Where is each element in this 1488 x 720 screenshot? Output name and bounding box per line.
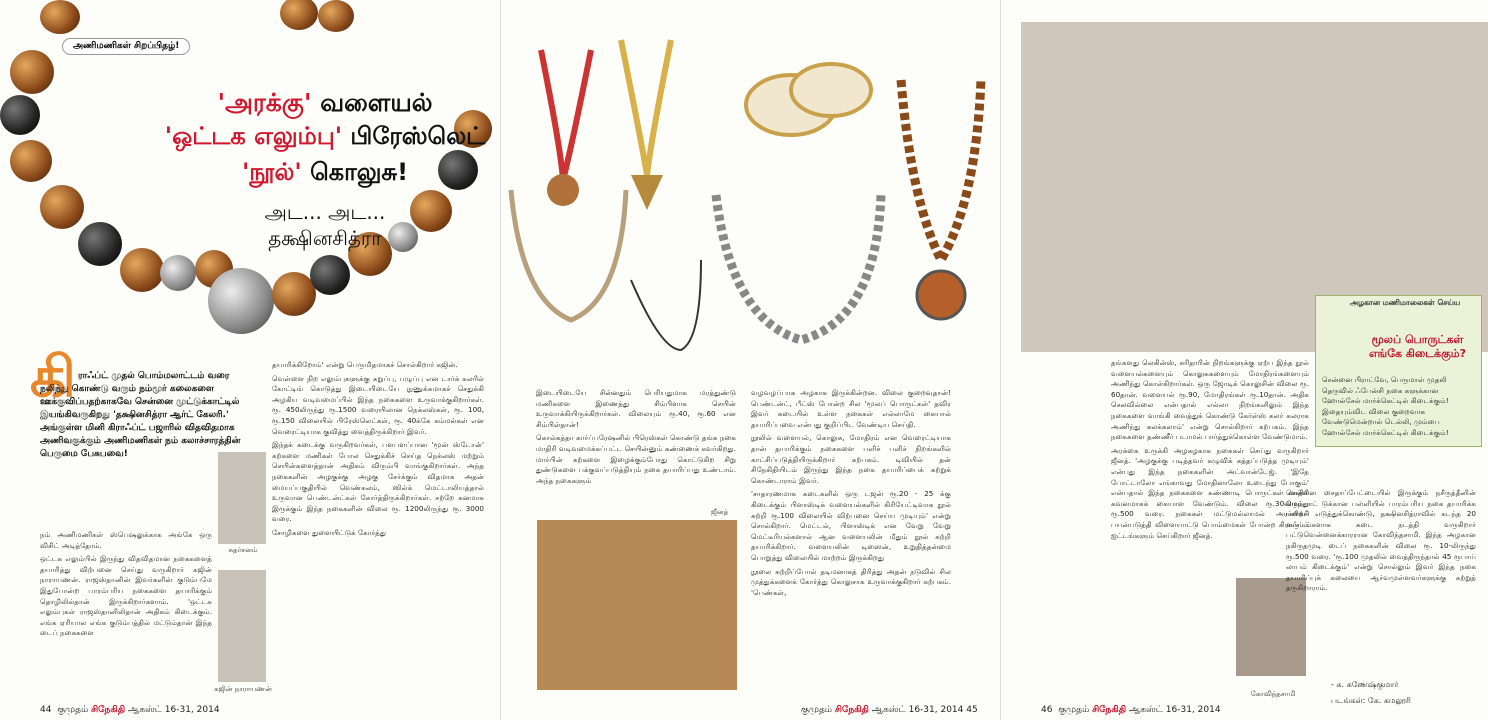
- col2-para4: சோழிகளை துளையிட்டுக் கோர்த்து: [272, 527, 387, 537]
- col1-para1: இடையிடையே சின்னதும் பெரியதுமாக மரத்துண்டு மணிகளை இணைத்து சிம்பிளாக செயின் உருவாக்கியிருக்கிறார்கள். விலையும் ரூ.40, ரூ.60 என சிம்பிள்தான்!: [536, 388, 736, 429]
- sidebar-box-body: சென்னை பிராட்வே, பெருமாள் முதலி தெருவில் ஃபேன்சி நகை களுக்கான ஹோல்சேல் மார்க்கெட்டில் கிடைக்கும்! இதையும்விட விலை குறைவாக வேண்டுமென்றால் டெல்லி, மும்பை ஹோல்சேல் மார்க்கெட்டில் கிடைக்கும்!: [1322, 375, 1449, 437]
- page-44: [0, 0, 500, 720]
- col2-para1: வழவழப்பாக அழகாக இருக்கின்றன. விலை குறைவுதான்! பெண்டன்ட், பீட்ஸ் போன்ற சில 'மூலப் பொருட்கள்' தவிர இவர் கடையில் உள்ள நகைகள் எல்லாமே கையால் தயாரிப்பவை என்பது குறிப்பிட வேண்டிய செய்தி.: [751, 388, 951, 429]
- jewellery-photos: [501, 0, 1001, 380]
- headline-sub2: தக்ஷினசித்ரா: [268, 226, 382, 250]
- section-tag: அணிமணிகள் சிறப்பிதழ்!: [62, 38, 190, 55]
- drop-cap: கி: [30, 345, 76, 410]
- headline-line2: 'ஒட்டக எலும்பு' பிரேஸ்லெட்: [164, 122, 486, 150]
- portrait-photo-1: [218, 452, 266, 544]
- photo-caption: ஜீனத்: [711, 508, 729, 516]
- column-2: [1286, 488, 1476, 597]
- col2-para4: நூலை சுற்றிப்போல் தடிமனாகத் திரித்து அதன் நடுவில் சில முத்துக்களைக் கோர்த்து கொலுசாக உருவாக்குகிறார் கற்பகம். 'பெண்கள்,: [751, 566, 951, 597]
- sidebar-box-kicker: அழகான மணிமாலைகள் செய்ய: [1349, 298, 1461, 307]
- col2-para2: வெள்ளை நிற எலும்புகளுக்கு கறுப்பு, பழுப்பு என டார்க் கலரில் கோட்டிங் கொடுத்து இடையிடையே நுணுக்கமாகச் செதுக்கி அழகிய வடிவமைப்பில் இந்த நகைகளை உருவாக்குகிறார்கள். ரூ. 450லிருந்து ரூ.1500 வரையிலான நெக்லஸ்கள், ரூ. 100, ரூ.150 விலையில் பிரேஸ்லெட்கள், ரூ. 40க்கே கம்மல்கள் என வெரைட்டியாக குவித்து வைத்திருக்கிறார் இவர்.: [272, 373, 484, 436]
- artisan-photo: [537, 520, 737, 690]
- page-45: [500, 0, 1001, 720]
- portrait-photo-2: [218, 570, 266, 682]
- col1-para1: நம் அணிமணிகள் ஸ்பெஷலுக்காக அங்கே ஒரு விசிட் அடித்தோம்.: [40, 530, 212, 550]
- col2-para1: சென்னை சைதாப்பேட்டையில் இருக்கும் நசீருத்தீனின் மெம்பாட் டுக்கான பள்ளியில் பாரம்பரிய நகை தயாரிக்க பயிற்சி எடுத்துக்கொண்டு, தக்ஷினசித்ராவில் கடந்த 20 வருடங்களாக கடை நடத்தி வருகிறார் பட்டுவென்னைக்காரரான கோவிந்தசாமி. இந்த அழகான நகிருதமுடி டைப் நகைகளின் விலை ரூ. 10-லிருந்து ரூ.500 வரை. 'ரூ.100 முதலில் வைத்திருந்தால் 45 ரூபாய் லாபம் கிடைக்கும்' என்று சொல்லும் இவர் இந்த நகை தயாரிப்புக் கலையை ஆர்வமுள்ளவர்களுக்கு கற்றுத் தருகிறாராம்.: [1286, 488, 1476, 593]
- col2-para3: 'சாதாரணமாக கடைகளில் ஒரு டஜன் ரூ.20 - 25 க்கு கிடைக்கும் பிளாஸ்டிக் வளையல்களில் கிரியேட்டிவாக நூல் சுற்றி ரூ.100 விலையில் விற்பனை செய்ய முடியும்' என்று சொல்கிறார். மெட்டல், பிளாஸ்டிக் என வேறு வேறு மெட்டீரியல்களால் ஆன வளையலின் மீதும் நூல் சுற்றி தயாரிக்கிறார். வளையலின் டிஸைன், உறுதித்தன்மை பொறுத்து விலையில் மாற்றம் இருக்கிறது: [751, 489, 951, 562]
- column-2: [272, 360, 484, 542]
- headline-line3: 'நூல்' கொலுசு!: [241, 158, 409, 186]
- headline-line1: 'அரக்கு' வளையல்: [217, 88, 433, 117]
- col1-para1: தங்களது லெகின்ஸ், சுரிதாரின் நிறங்களுக்கு ஏற்ப இந்த நூல் வளையல்களையும் கொலுசுகளையும் மோதிரங்களையும் அணிந்து கொள்கிறார்கள். ஒரு ஜோடிக் கொலுசின் விலை ரூ. 60தான். வளையல் ரூ.90, மோதிரங்கள் ரூ.10தான். அதிக செலவில்லை என்பதால் எல்லா நிறங்களிலும் இந்த நகைகளை வாங்கி வைத்துக் கொண்டு கேர்ள்ஸ் கலர் கலராக அணிந்து கலக்கலாம்' என்று சொல்கிறார் கற்பகம். இந்த நகைகளை தண்ணீர் படாமல் பார்த்துக்கொள்ள வேண்டுமாம்.: [1111, 358, 1309, 442]
- column-1: [536, 388, 736, 489]
- footer-left: 44 குமுதம் சிநேகிதி ஆகஸ்ட் 16-31, 2014: [40, 705, 220, 715]
- intro-paragraph: ராஃப்ட் முதல் பொம்மலாட்டம் வரை நலிந்து கொண்டு வரும் நம்மூர் கலைகளை ஊக்குவிப்பதற்காகவே சென்னை முட்டுக்காட்டில் இயங்கிவருகிறது 'தக்ஷினசித்ரா ஆர்ட் கேலரி.' அங்குள்ள மினி கிராஃப்ட் பஜாரில் விதவிதமாக அணிவகுக்கும் அணிமணிகள் நம் கலாச்சாரத்தின் பெருமை பேசுபவை!: [40, 371, 241, 459]
- col1-para2: அரக்கை உருக்கி அழகழகாக நகைகள் செய்து வருகிறார் ஜீனத். 'அழகுக்கு படித்தவர் கழுவிக் கத்தப்படுத்த முடியும்' என்பது இந்த நகைகளின் அட்வான்டேஜ். 'இதே போட்டாலோ எங்காவது மோதினாலோ உடைந்து போகும்' என்பதால் இந்த நகைகளை கண்ணாடி பொருட்கள் மாதிரி கவனமாகக் கையாள வேண்டும். விலை ரூ.30லிருந்து ரூ.500 வரை. நகைகள் மட்டுமல்லாமல் அரக்கைப் பயன்படுத்தி விளையாட்டு பொம்மைகள் போன்ற கிராஃப்ட் ஐட்டங்களும் செய்கிறார் ஜீனத்.: [1111, 445, 1309, 540]
- column-1: [1111, 358, 1309, 544]
- column-1: [40, 530, 212, 642]
- col1-para2: கொல்கத்தா கார்ப்பரேஷனில் பிரெஸ்கள் கொண்டு தங்க நகை மாதிரி வடிவமைக்கப்பட்ட செயின்னும் கண்ணைக் கவர்கிறது. மார்பின் கற்களை இழைக்கும்போது கொட்டுகிற சிறு துண்டுகளை பக்குவப்படுத்தியும் நகை தயாரிப்பது உண்டாம். அந்த நகைகளும்: [536, 433, 736, 485]
- sidebar-box-title: மூலப் பொருட்கள் எங்கே கிடைக்கும்?: [1368, 333, 1467, 360]
- column-2: [751, 388, 951, 601]
- portrait-caption: கோவிந்தசாமி: [1250, 690, 1296, 698]
- headline-sub1: அட... அட...: [264, 200, 386, 224]
- col2-para3: இந்தக் கடைக்கு வருகிறவர்கள், பளபளப்பான 'மூன் ஸ்டோன்' கற்களை மணிகள் போல செதுக்கிச் செய்த நெக்லஸ் மற்றும் செயின்களைத்தான் அதிகம் விரும்பி வாங்குகிறார்கள். அந்த நகைகளின் அழகுக்கு அழகு சேர்க்கும் விதமாக அதன் மையப்பகுதியில் வெண்கலம், ஸில்க் மெட்டாலியத்தால் உருவான பெண்டன்ட்கள் கோர்த்திருக்கிறார்கள். சற்றே கனமாக இருக்கும் இந்த நகைகளின் விலை ரூ. 1200லிருந்து ரூ. 3000 வரை.: [272, 440, 484, 524]
- portrait-caption-1: சுதர்சனம்: [228, 546, 258, 554]
- col2-para2: நூலில் வளையல், கொலுசு, மோதிரம் என வெரைட்டியாக தான் தயாரிக்கும் நகைகளை பளிச் பளிச் நிறங்களில் காட்சிப்படுத்தியிருக்கிறார் கற்பகம். டிவியில் தன் சிநேகிதியிடம் இருந்து இந்த நகை தயாரிப்பைக் கற்றுக் கொண்டாராம் இவர்.: [751, 433, 951, 485]
- portrait-caption-2: கஜின் நாராயணன்: [214, 685, 272, 693]
- footer-right: 46 குமுதம் சிநேகிதி ஆகஸ்ட் 16-31, 2014: [1041, 705, 1221, 715]
- col2-para1: தயாரிக்கிறோம்' என்று பெருமிதமாகச் சொல்கிறார் கஜின்.: [272, 360, 458, 369]
- photo-credit: படங்கள்: கே. கமலூரி: [1331, 696, 1411, 705]
- col1-para2: ஒட்டக எலும்பில் இருந்து விதவிதமான நகைகளைத் தயாரித்து விற்பனை செய்து வருகிறார் கஜின் நாராயணன். ராஜஸ்தானின் இவர்களின் குடும்பமே இதுபோன்ற பாரம்பரிய நகைகளை தயாரிக்கும் தொழிலில்தான் இருக்கிறார்களாம். 'ஒட்டக எலும்புகள் ராஜஸ்தானிலிதான் அதிகம் கிடைக்கும். எங்க ஏரியால எங்க குடும்பத்தில் மட்டும்தான் இந்த டைப் நகைகளை: [40, 554, 212, 638]
- author-credit: - க. கணேஷ்குமார்: [1331, 680, 1399, 689]
- footer-mid: குமுதம் சிநேகிதி ஆகஸ்ட் 16-31, 2014 45: [801, 705, 978, 715]
